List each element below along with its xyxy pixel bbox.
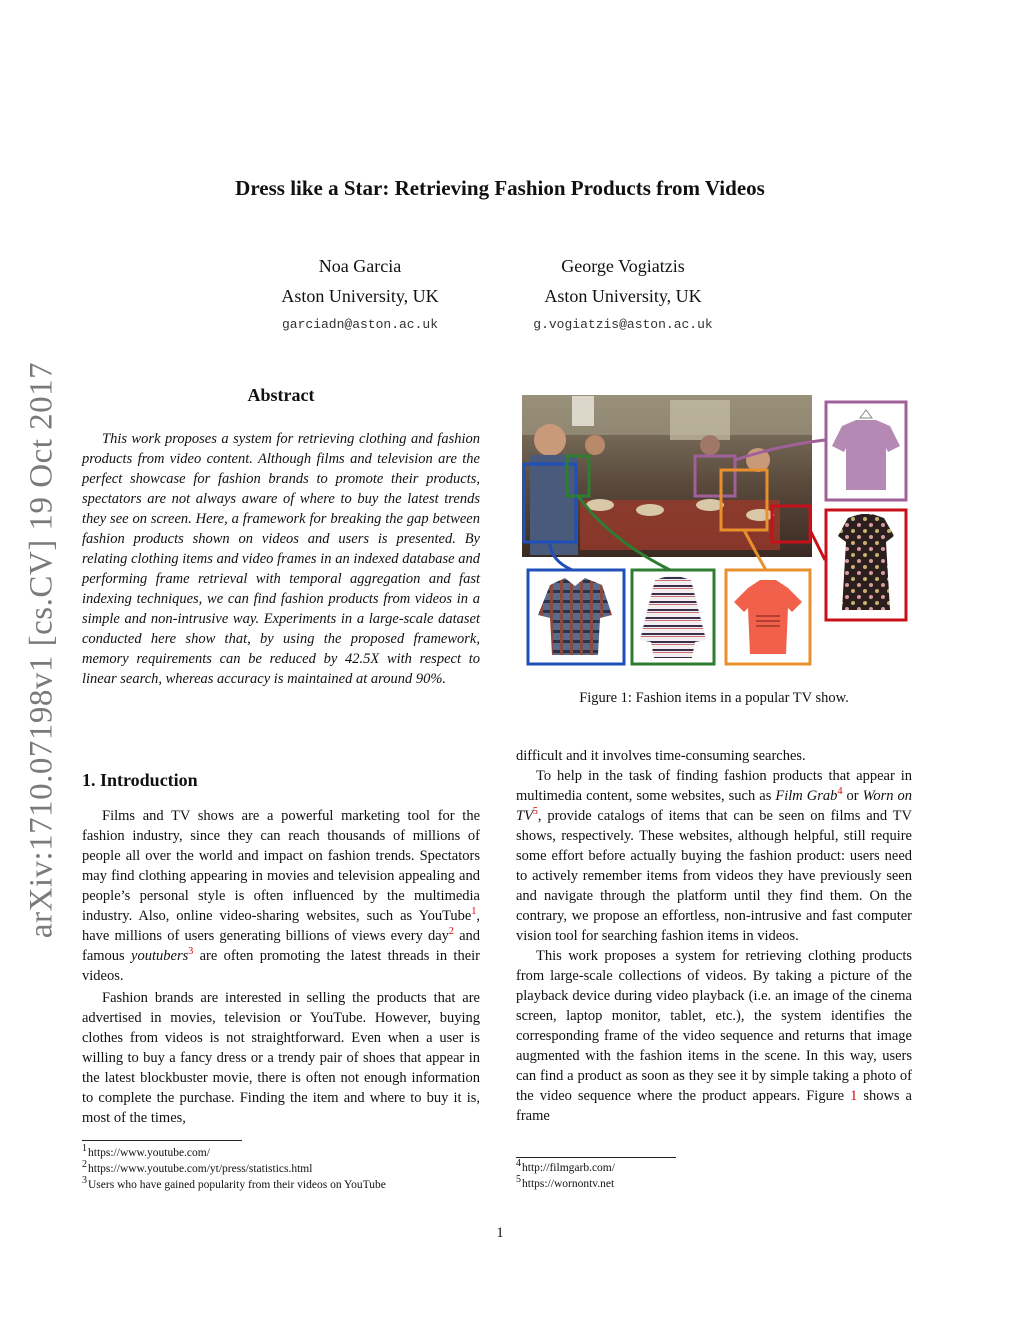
author-block: [230, 255, 490, 332]
author-affiliation: Aston University, UK: [544, 286, 702, 306]
footnote: $^4$http://filmgarb.com/: [516, 1158, 615, 1174]
footnote-text: Users who have gained popularity from their videos on YouTube: [88, 1179, 386, 1191]
author-name: George Vogiatzis: [561, 256, 685, 276]
section-heading-introduction: 1. Introduction: [82, 770, 198, 790]
figure-caption: Figure 1: Fashion items in a popular TV show.: [579, 690, 849, 706]
paper-title: Dress like a Star: Retrieving Fashion Products from Videos: [235, 176, 765, 200]
footnote-url[interactable]: https://www.youtube.com/: [88, 1147, 210, 1159]
product-orange-tee[interactable]: [726, 570, 810, 664]
arxiv-identifier: arXiv:1710.07198v1 [cs.CV] 19 Oct 2017: [23, 361, 60, 939]
author-name: Noa Garcia: [318, 256, 402, 276]
product-purple-top[interactable]: [826, 402, 906, 500]
page-number: 1: [496, 1225, 504, 1241]
figure-fashion-items: [520, 390, 912, 670]
paragraph: This work proposes a system for retrieving clothing products from large-scale collections of videos. By taking a picture of the playback device during video playback (i.e. an image of the cinema screen, laptop monitor, tablet, etc.), the system identifies the corresponding frame of the video sequence and returns that image augmented with the fashion items in the scene. In this way, users can find a product as soon as they see it by simple taking a photo of the video sequence where the product appears. Figure 1 shows a frame: [516, 948, 912, 1124]
figure-illustration: [520, 390, 912, 670]
footnotes-left: [82, 1145, 480, 1193]
introduction-body: [82, 806, 480, 1130]
product-shirt[interactable]: [528, 570, 624, 664]
footnote: $^5$https://wornontv.net: [516, 1174, 615, 1190]
footnote-url[interactable]: https://www.youtube.com/yt/press/statistics.html: [88, 1163, 313, 1175]
author-email: garciadn@aston.ac.uk: [281, 317, 439, 332]
author-email: g.vogiatzis@aston.ac.uk: [533, 317, 713, 332]
footnotes-right: [516, 1160, 912, 1192]
footnote-divider: [82, 1140, 242, 1141]
footnote: $^1$https://www.youtube.com/: [82, 1143, 210, 1159]
right-column-body: [516, 746, 912, 1126]
paragraph: To help in the task of finding fashion products that appear in multimedia content, some websites, such as Film Grab$^4$ or Worn on TV$^5$, provide catalogs of items that can be seen on films and TV shows, respectively. These websites, although helpful, still require some effort before actually buying the fashion product: users need to actively remember items from videos they have previously seen and navigate through the platform until they find them. On the contrary, we propose an effortless, non-intrusive and fast computer vision tool for searching fashion items in videos.: [516, 768, 913, 944]
abstract-heading: Abstract: [247, 385, 315, 405]
paragraph: difficult and it involves time-consuming searches.: [516, 748, 806, 764]
footnote-url[interactable]: http://filmgarb.com/: [522, 1162, 615, 1174]
footnote-ref[interactable]: 2: [448, 926, 454, 938]
product-sweater[interactable]: [632, 570, 714, 664]
footnote-ref[interactable]: 5: [532, 806, 538, 818]
footnote: $^2$https://www.youtube.com/yt/press/statistics.html: [82, 1159, 313, 1175]
figure-ref[interactable]: 1: [850, 1088, 858, 1104]
footnote-url[interactable]: https://wornontv.net: [522, 1178, 615, 1190]
product-dress[interactable]: [826, 510, 906, 620]
paragraph: Films and TV shows are a powerful marketing tool for the fashion industry, since they can reach thousands of millions of people all over the world and impact on fashion trends. Spectators may find clothing appearing in movies and television appealing and people’s personal style is often influenced by the multimedia industry. Also, online video-sharing websites, such as YouTube$^1$, have millions of users generating billions of views every day$^2$ and famous youtubers$^3$ are often promoting the latest threads in their videos.: [82, 808, 481, 984]
footnote-ref[interactable]: 1: [471, 906, 477, 918]
footnote: $^3$Users who have gained popularity from their videos on YouTube: [82, 1175, 386, 1191]
abstract-text: This work proposes a system for retrieving clothing and fashion products from video content. Although films and television are the perfect showcase for fashion brands to promote their products, spectators are not always aware of where to buy the latest trends they see on screen. Here, a framework for breaking the gap between fashion products shown on videos and users is presented. By relating clothing items and video frames in an indexed database and performing frame retrieval with temporal aggregation and fast indexing techniques, we can find fashion products from videos in a simple and non-intrusive way. Experiments in a large-scale dataset conducted here show that, by using the proposed framework, memory requirements can be reduced by 42.5X with respect to linear search, whereas accuracy is maintained at around 90%.: [82, 431, 480, 687]
author-affiliation: Aston University, UK: [281, 286, 439, 306]
footnote-divider: [516, 1157, 676, 1158]
author-block: [493, 255, 753, 332]
footnote-ref[interactable]: 3: [188, 946, 194, 958]
arxiv-side-stamp: [2, 355, 82, 945]
footnote-ref[interactable]: 4: [837, 786, 843, 798]
paragraph: Fashion brands are interested in selling the products that are advertised in movies, television or YouTube. However, buying clothes from videos is not straightforward. Even when a user is willing to buy a fancy dress or a trendy pair of shoes that appear in the latest blockbuster movie, there is often not enough information to complete the purchase. Finding the item and where to buy it is, most of the times,: [82, 990, 480, 1126]
